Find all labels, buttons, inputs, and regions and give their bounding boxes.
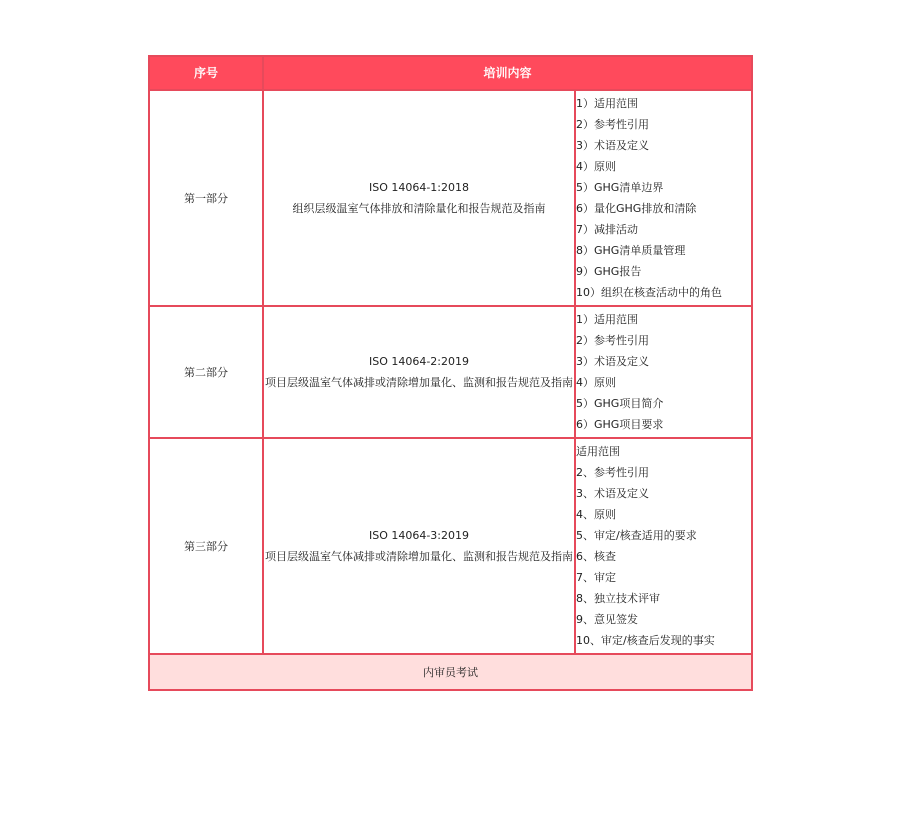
- list-item: 10）组织在核查活动中的角色: [576, 286, 722, 299]
- header-seq: 序号: [149, 56, 263, 90]
- list-item: 3）术语及定义: [576, 355, 649, 368]
- training-table: [148, 55, 753, 691]
- list-item: 5、审定/核查适用的要求: [576, 529, 697, 542]
- list-item: 2、参考性引用: [576, 466, 649, 479]
- list-item: 8）GHG清单质量管理: [576, 244, 686, 257]
- table-row: [149, 90, 752, 306]
- list-item: 3）术语及定义: [576, 139, 649, 152]
- list-item: 适用范围: [576, 445, 620, 458]
- standard-title: 项目层级温室气体减排或清除增加量化、监测和报告规范及指南: [265, 550, 573, 563]
- list-item: 5）GHG项目简介: [576, 397, 664, 410]
- list-item: 1）适用范围: [576, 313, 638, 326]
- table-header-row: [149, 56, 752, 90]
- list-item: 2）参考性引用: [576, 118, 649, 131]
- standard-cell: [263, 306, 575, 438]
- list-item: 9）GHG报告: [576, 265, 642, 278]
- list-item: 4）原则: [576, 160, 616, 173]
- list-item: 6）量化GHG排放和清除: [576, 202, 697, 215]
- standard-code: ISO 14064-2:2019: [368, 355, 470, 368]
- list-item: 4）原则: [576, 376, 616, 389]
- list-item: 7）减排活动: [576, 223, 638, 236]
- list-item: 4、原则: [576, 508, 616, 521]
- header-content: 培训内容: [263, 56, 752, 90]
- items-cell: [575, 306, 752, 438]
- footer-label: 内审员考试: [149, 654, 752, 690]
- list-item: 2）参考性引用: [576, 334, 649, 347]
- part-label: 第三部分: [149, 438, 263, 654]
- standard-title: 组织层级温室气体排放和清除量化和报告规范及指南: [292, 202, 546, 215]
- list-item: 1）适用范围: [576, 97, 638, 110]
- list-item: 9、意见签发: [576, 613, 638, 626]
- standard-title: 项目层级温室气体减排或清除增加量化、监测和报告规范及指南: [265, 376, 573, 389]
- standard-cell: [263, 438, 575, 654]
- items-cell: [575, 90, 752, 306]
- list-item: 6、核查: [576, 550, 616, 563]
- standard-code: ISO 14064-1:2018: [368, 181, 470, 194]
- table-row: [149, 438, 752, 654]
- part-label: 第一部分: [149, 90, 263, 306]
- standard-cell: [263, 90, 575, 306]
- table-row: [149, 306, 752, 438]
- list-item: 6）GHG项目要求: [576, 418, 664, 431]
- list-item: 10、审定/核查后发现的事实: [576, 634, 715, 647]
- list-item: 8、独立技术评审: [576, 592, 660, 605]
- training-table-container: [148, 55, 751, 691]
- part-label: 第二部分: [149, 306, 263, 438]
- table-footer-row: [149, 654, 752, 690]
- list-item: 5）GHG清单边界: [576, 181, 664, 194]
- items-cell: [575, 438, 752, 654]
- list-item: 7、审定: [576, 571, 616, 584]
- list-item: 3、术语及定义: [576, 487, 649, 500]
- standard-code: ISO 14064-3:2019: [368, 529, 470, 542]
